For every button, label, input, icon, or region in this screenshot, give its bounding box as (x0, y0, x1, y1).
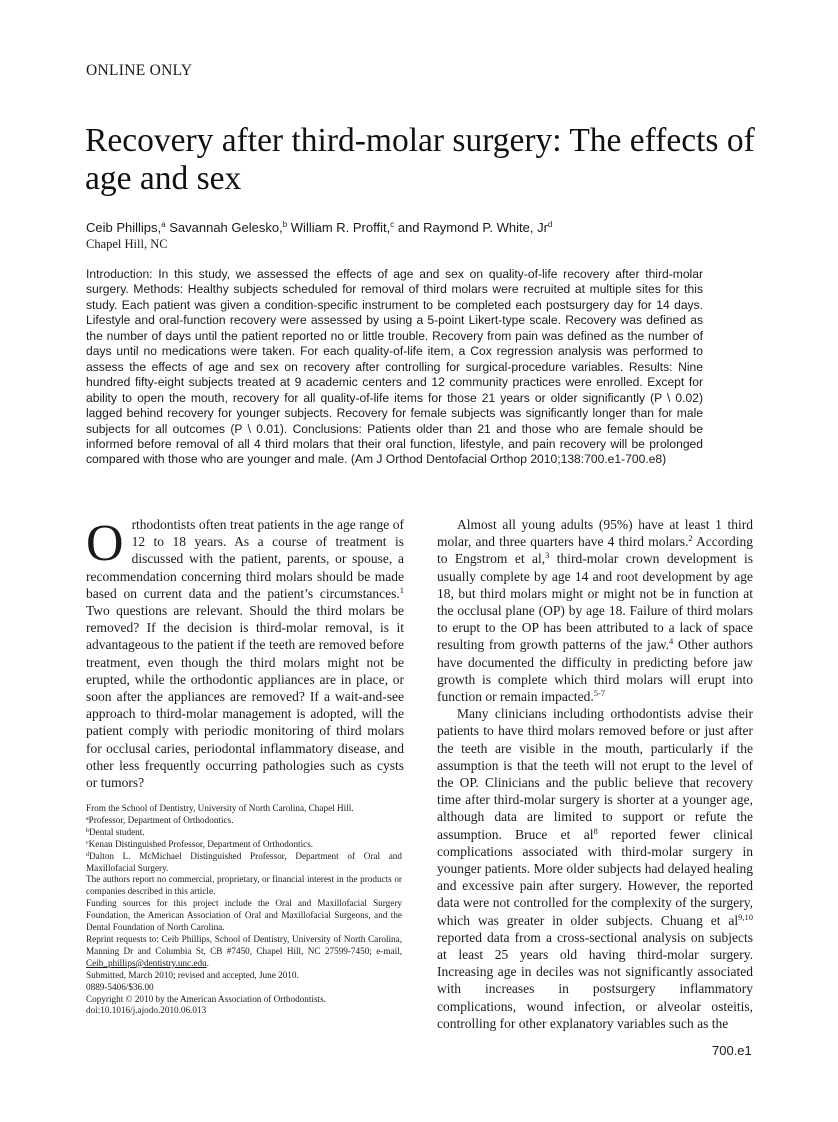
footnote-author-b (86, 827, 402, 839)
section-label: ONLINE ONLY (86, 62, 193, 79)
paragraph-text: Many clinicians including orthodontists advise their patients to have third molars removed before or just after the teeth are visible in the mouth, particularly if the assumption is that the teeth will not erupt to the level of the OP. Clinicians and the public believe that recovery time after third-molar surgery is shorter at a younger age, although data are limited to support or refute the assumption. Bruce et al (437, 706, 753, 842)
body-paragraph (437, 516, 753, 705)
footnote-doi[interactable]: doi:10.1016/j.ajodo.2010.06.013 (86, 1005, 207, 1016)
footnote-text: . (206, 957, 209, 968)
abstract: Introduction: In this study, we assessed the effects of age and sex on quality-of-life recovery after third-molar surgery. Methods: Healthy subjects scheduled for removal of third molars were recruited at multiple sites for this study. Each patient was given a condition-specific instrument to be completed each postsurgery day for 14 days. Lifestyle and oral-function recovery were assessed by using a 5-point Likert-type scale. Recovery was defined as the number of days until the patient reported no or little trouble. Recovery from pain was defined as the number of days until no medications were taken. For each quality-of-life item, a Cox regression analysis was performed to assess the effects of age and sex on recovery after controlling for surgical-procedure variables. Results: Nine hundred fifty-eight subjects treated at 9 academic centers and 12 community practices were enrolled. Except for ability to open the mouth, recovery for all quality-of-life items for those 21 years or older significantly (P \ 0.02) lagged behind recovery for younger subjects. Recovery for female subjects was significantly longer than for male subjects for all outcomes (P \ 0.01). Conclusions: Patients older than 21 and those who are female should be informed before removal of all 4 third molars that their oral function, lifestyle, and pain recovery will be prolonged compared with those who are younger and male. (Am J Orthod Dentofacial Orthop 2010;138:700.e1-700.e8) (86, 267, 703, 467)
footnote-mark: d (86, 851, 89, 858)
paragraph-text: Other authors have documented the difficulty in predicting before jaw growth is complete which third molars will erupt into function or remain impacted. (437, 637, 753, 705)
author-mark: a (161, 220, 166, 229)
footnote-text: Dental student. (89, 826, 145, 837)
footnote-mark: a (86, 815, 89, 822)
author-mark: b (282, 220, 288, 229)
body-paragraph (86, 516, 404, 791)
drop-cap: O (86, 515, 124, 572)
author-name: William R. Proffit, (290, 220, 391, 235)
paragraph-text: reported fewer clinical complications associated with third-molar surgery in younger patients. More older subjects had delayed healing and excessive pain after surgery. However, the reported data were not controlled for the complexity of the surgery, which was greater in older subjects. Chuang et al (437, 826, 753, 928)
citation-ref[interactable]: 3 (545, 550, 550, 561)
footnote-submitted: Submitted, March 2010; revised and accepted, June 2010. (86, 969, 299, 980)
footnote-interest: The authors report no commercial, proprietary, or financial interest in the products or companies described in this article. (86, 874, 402, 897)
footnote-author-d (86, 851, 402, 875)
footnote-text: Dalton L. McMichael Distinguished Professor, Department of Oral and Maxillofacial Surgery. (86, 850, 402, 873)
footnote-author-c (86, 839, 402, 851)
body-column-left (86, 516, 404, 791)
citation-ref[interactable]: 5-7 (593, 688, 606, 699)
body-column-right (437, 516, 753, 1032)
footnote-copyright: Copyright © 2010 by the American Association of Orthodontists. (86, 993, 326, 1004)
footnote-text: Reprint requests to: Ceib Phillips, School of Dentistry, University of North Carolina, Manning Dr and Columbia St, CB #7450, Chapel Hill, NC 27599-7450; e-mail, (86, 933, 402, 956)
paragraph-text: Almost all young adults (95%) have at least 1 third molar, and three quarters have 4 third molars. (437, 517, 753, 550)
author-name: Ceib Phillips, (86, 220, 162, 235)
citation-ref[interactable]: 9,10 (738, 911, 753, 922)
footnote-author-a (86, 815, 402, 827)
footnote-mark: c (86, 839, 89, 846)
footnote-issn: 0889-5406/$36.00 (86, 981, 154, 992)
author-location: Chapel Hill, NC (86, 237, 168, 251)
paragraph-text: third-molar crown development is usually complete by age 14 and root development by age 18, but third molars might or might not be in function at the occlusal plane (OP) by age 18. Failure of third molars to erupt to the OP has been attributed to a lack of space resulting from growth patterns of the jaw. (437, 551, 754, 653)
footnote-mark: b (86, 827, 89, 834)
paragraph-text: Two questions are relevant. Should the third molars be removed? If the decision is third-molar removal, is it advantageous to the patient if the teeth are removed before treatment, even though the third molars might not be erupted, while the orthodontic appliances are in place, or soon after the appliances are removed? If a wait-and-see approach to third-molar management is adopted, will the patient comply with periodic monitoring of third molars for occlusal caries, periodontal inflammatory disease, and other less frequently occurring pathologies such as cysts or tumors? (86, 603, 404, 791)
citation-ref[interactable]: 4 (669, 636, 674, 647)
author-list (86, 219, 552, 236)
footnote-affiliation: From the School of Dentistry, University of North Carolina, Chapel Hill. (86, 803, 354, 813)
article-title: Recovery after third-molar surgery: The effects of age and sex (85, 122, 755, 197)
body-paragraph (437, 705, 753, 1032)
citation-ref[interactable]: 1 (399, 584, 404, 595)
paragraph-text: reported data from a cross-sectional analysis on subjects at least 25 years old having third-molar surgery. Increasing age in deciles was not significantly associated with increases in postsurgery inflammatory complications, wound infection, or alveolar osteitis, controlling for other explanatory variables such as the (437, 929, 753, 1031)
footnote-text: Kenan Distinguished Professor, Department of Orthodontics. (88, 838, 314, 849)
paragraph-text: rthodontists often treat patients in the age range of 12 to 18 years. As a course of treatment is discussed with the patient, parents, or spouse, a recommendation concerning third molars should be made based on current data and the patient’s circumstances. (86, 517, 404, 601)
author-mark: d (547, 220, 553, 229)
email-link[interactable]: Ceib_phillips@dentistry.unc.edu (86, 957, 207, 968)
footnote-reprint (86, 934, 402, 970)
citation-ref[interactable]: 8 (593, 825, 598, 836)
footnote-text: Professor, Department of Orthodontics. (88, 814, 234, 825)
citation-ref[interactable]: 2 (688, 533, 693, 544)
page-number: 700.e1 (712, 1043, 752, 1058)
footnotes (86, 803, 402, 1017)
author-mark: c (390, 220, 395, 229)
footnote-funding: Funding sources for this project include the Oral and Maxillofacial Surgery Foundation, the American Association of Oral and Maxillofacial Surgeons, and the Dental Foundation of North Carolina. (86, 898, 402, 933)
paragraph-text: According to Engstrom et al, (437, 534, 753, 567)
author-name: and Raymond P. White, Jr (397, 220, 548, 235)
author-name: Savannah Gelesko, (169, 220, 283, 235)
